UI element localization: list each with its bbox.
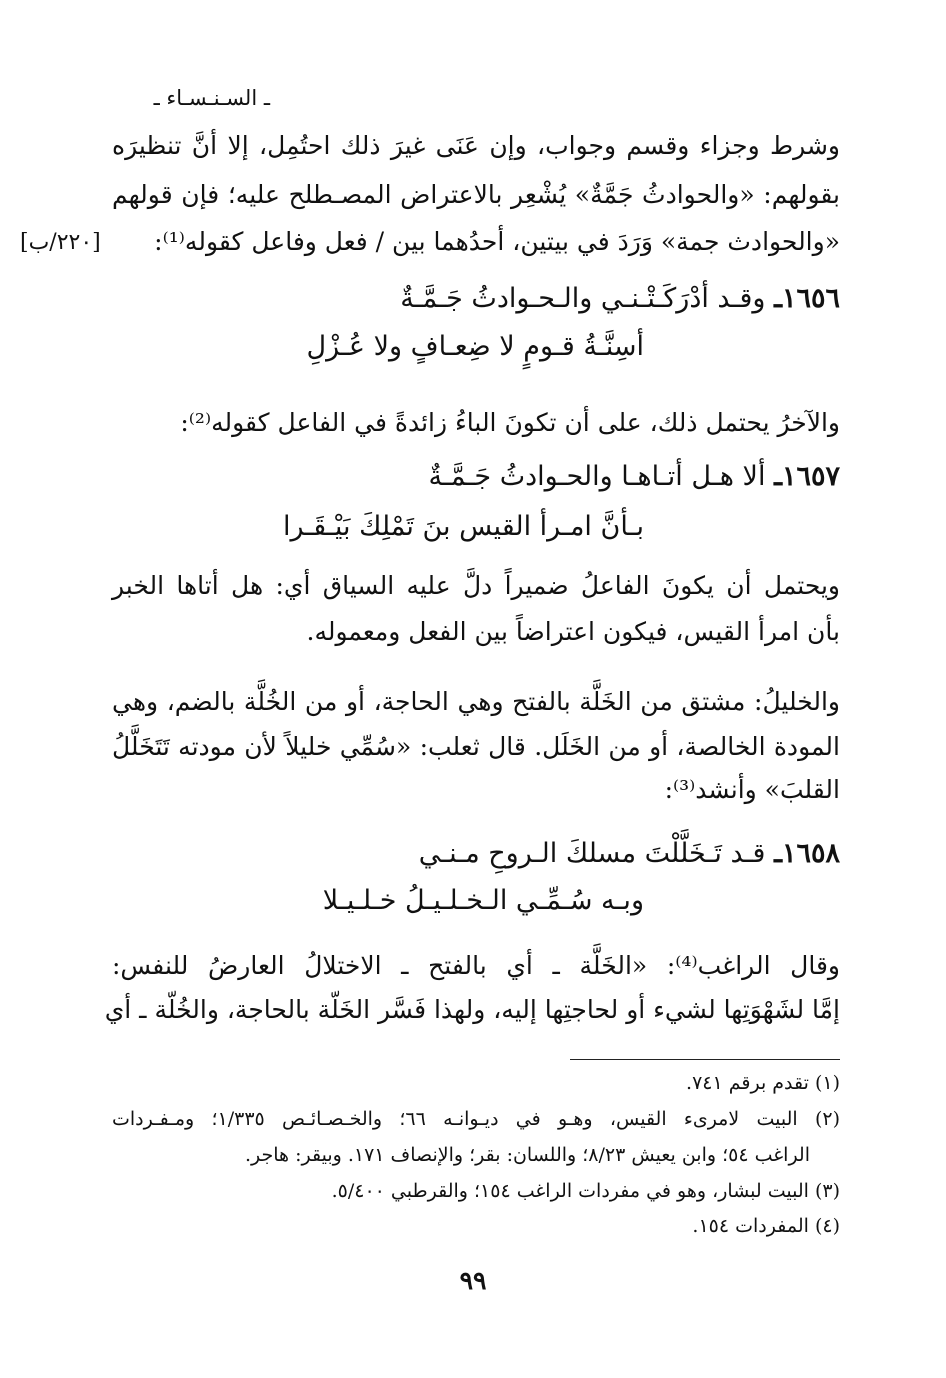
running-header: ـ السـنـسـاء ـ <box>153 86 270 110</box>
verse-1658-first-hemistich <box>419 833 840 875</box>
verse-number: ١٦٥٧ـ <box>774 461 840 492</box>
verse-1656-second-hemistich: أسِنَّـةُ قـومٍ لا ضِعـافٍ ولا عُـزْلِ <box>306 331 644 362</box>
body-line: بأن امرأ القيس، فيكون اعتراضاً بين الفعل ومعموله. <box>306 617 840 646</box>
verse-text: قـد تَـخَلَّلْتَ مسلكَ الـروحِ مـنـي <box>418 838 766 869</box>
body-line: المودة الخالصة، أو من الخَلَل. قال ثعلب: «سُمِّي خليلاً لأن مودته تَتَخَلَّلُ <box>112 732 840 761</box>
verse-number: ١٦٥٦ـ <box>774 283 840 314</box>
body-line: ويحتمل أن يكونَ الفاعلُ ضميراً دلَّ عليه السياق أي: هل أتاها الخبر <box>112 571 840 600</box>
page-number: ٩٩ <box>459 1266 487 1295</box>
body-line: وشرط وجزاء وقسم وجواب، وإن عَنَى غيرَ ذلك احتُمِل، إلا أنَّ تنظيرَه <box>112 131 840 160</box>
footnote-2-continued: الراغب ٥٤؛ وابن يعيش ٨/٢٣؛ واللسان: بقر؛ والإنصاف ١٧١. وبيقر: هاجر. <box>244 1144 810 1166</box>
footnote-3: (٣) البيت لبشار، وهو في مفردات الراغب ١٥٤؛ والقرطبي ٥/٤٠٠. <box>331 1180 840 1202</box>
body-line: والآخرُ يحتمل ذلك، على أن تكونَ الباءُ زائدةً في الفاعل كقوله⁽²⁾: <box>180 408 840 437</box>
body-line: والخليلُ: مشتق من الخَلَّة بالفتح وهي الحاجة، أو من الخُلَّة بالضم، وهي <box>112 687 840 716</box>
manuscript-folio-note: [٢٢٠/ب] <box>20 230 101 255</box>
verse-1658-second-hemistich: وبـه سُـمِّـي الـخـلـيـلُ خـلـيـلا <box>322 885 644 916</box>
verse-text: وقـد أدْرَكَـتْـنـي والـحـوادثُ جَـمَّـةٌ <box>400 283 766 314</box>
body-line: وقال الراغب⁽⁴⁾: «الخَلَّة ـ أي بالفتح ـ الاختلالُ العارضُ للنفس: <box>112 951 840 980</box>
body-line: بقولهم: «والحوادثُ جَمَّةٌ» يُشْعِر بالاعتراض المصـطلح عليه؛ فإن قولهم <box>112 180 840 209</box>
verse-1657-second-hemistich: بـأنَّ امـرأ القيس بنَ تَمْلِكَ بَيْـقَـرا <box>282 511 644 542</box>
footnote-1: (١) تقدم برقم ٧٤١. <box>686 1072 840 1094</box>
body-line: «والحوادث جمة» وَرَدَ في بيتين، أحدُهما بين / فعل وفاعل كقوله⁽¹⁾: <box>154 227 840 256</box>
verse-1656-first-hemistich <box>400 278 840 320</box>
footnote-2: (٢) البيت لامرىء القيس، وهـو في ديـوانـه ٦٦؛ والخـصـائـص ١/٣٣٥؛ ومـفـردات <box>112 1108 840 1130</box>
verse-1657-first-hemistich <box>429 456 840 498</box>
body-line: إمَّا لشَهْوَتِها لشيء أو لحاجتِها إليه، ولهذا فَسَّر الخَلّة بالحاجة، والخُلّة ـ أي <box>104 995 840 1024</box>
verse-text: ألا هـل أتـاهـا والحـوادثُ جَـمَّـةٌ <box>428 461 766 492</box>
footnote-4: (٤) المفردات ١٥٤. <box>692 1215 840 1237</box>
footnote-separator <box>570 1059 840 1060</box>
body-line: القلبَ» وأنشد⁽³⁾: <box>664 775 840 804</box>
verse-number: ١٦٥٨ـ <box>774 838 840 869</box>
